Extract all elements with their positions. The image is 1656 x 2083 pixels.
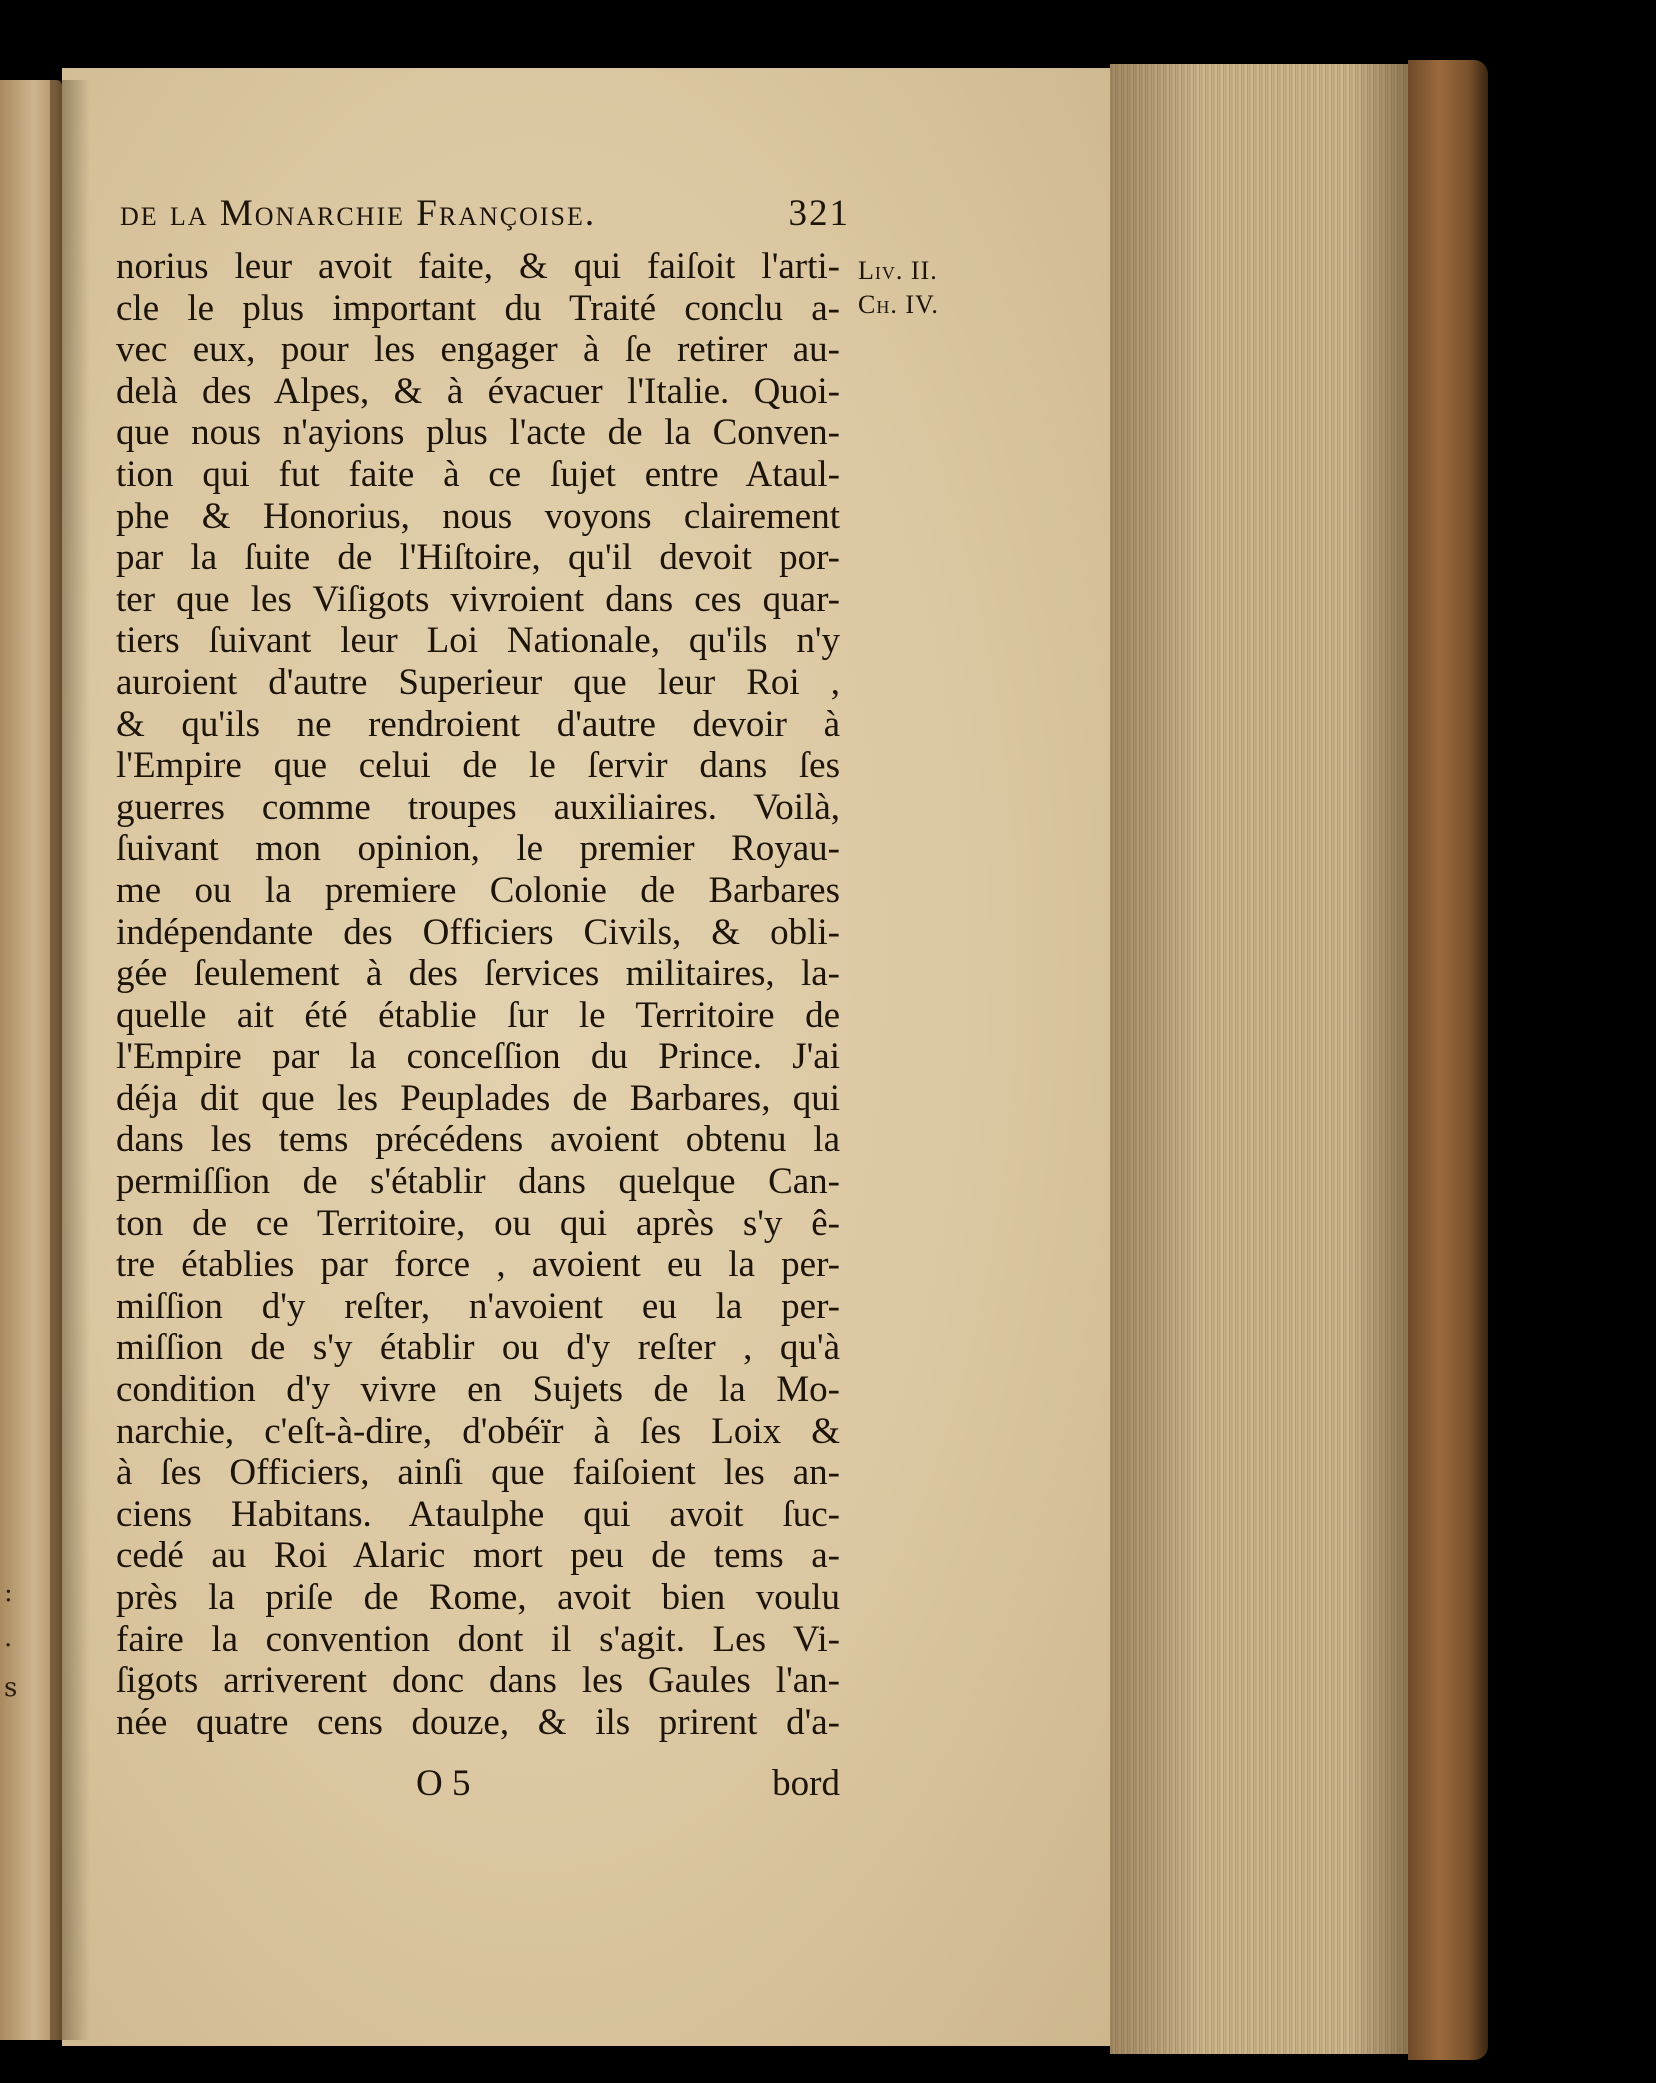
text-line: indépendante des Officiers Civils, & obli- xyxy=(116,911,840,953)
text-line: phe & Honorius, nous voyons clairement xyxy=(116,495,840,537)
text-line: ſigots arriverent donc dans les Gaules l'an- xyxy=(116,1660,840,1702)
marginal-chapter: Ch. IV. xyxy=(858,290,939,319)
text-line: miſſion d'y reſter, n'avoient eu la per- xyxy=(116,1285,840,1327)
text-line: ton de ce Territoire, ou qui après s'y ê- xyxy=(116,1202,840,1244)
text-line: me ou la premiere Colonie de Barbares xyxy=(116,869,840,911)
text-line: l'Empire par la conceſſion du Prince. J'ai xyxy=(116,1036,840,1078)
text-line: à ſes Officiers, ainſi que faiſoient les an- xyxy=(116,1452,840,1494)
verso-margin-mark: . xyxy=(4,1623,13,1653)
text-line: cedé au Roi Alaric mort peu de tems a- xyxy=(116,1535,840,1577)
text-line: narchie, c'eſt-à-dire, d'obéïr à ſes Loix & xyxy=(116,1410,840,1452)
text-line: tre établies par force , avoient eu la per- xyxy=(116,1244,840,1286)
body-text xyxy=(116,246,840,1743)
text-line: déja dit que les Peuplades de Barbares, qui xyxy=(116,1077,840,1119)
catchword: bord xyxy=(772,1763,840,1804)
leather-binding xyxy=(1408,60,1488,2060)
page-footer xyxy=(116,1762,840,1806)
marginal-book: Liv. II. xyxy=(858,256,938,285)
text-line: née quatre cens douze, & ils prirent d'a- xyxy=(116,1701,840,1743)
gutter-shadow xyxy=(50,80,90,2040)
text-line: norius leur avoit faite, & qui faiſoit l'arti- xyxy=(116,246,840,287)
page-number: 321 xyxy=(788,193,850,234)
text-line: que nous n'ayions plus l'acte de la Conven- xyxy=(116,412,840,454)
text-line: quelle ait été établie ſur le Territoire de xyxy=(116,994,840,1036)
running-head xyxy=(120,192,850,236)
running-head-title: de la Monarchie Françoise. xyxy=(120,193,597,234)
text-line: & qu'ils ne rendroient d'autre devoir à xyxy=(116,703,840,745)
text-line: auroient d'autre Superieur que leur Roi , xyxy=(116,661,840,703)
text-line: delà des Alpes, & à évacuer l'Italie. Quoi- xyxy=(116,370,840,412)
text-line: l'Empire que celui de le ſervir dans ſes xyxy=(116,745,840,787)
text-line: tiers ſuivant leur Loi Nationale, qu'ils n'y xyxy=(116,620,840,662)
text-line: dans les tems précédens avoient obtenu la xyxy=(116,1119,840,1161)
text-line: par la ſuite de l'Hiſtoire, qu'il devoit por- xyxy=(116,537,840,579)
text-line: ſuivant mon opinion, le premier Royau- xyxy=(116,828,840,870)
text-line: miſſion de s'y établir ou d'y reſter , qu'à xyxy=(116,1327,840,1369)
text-line: cle le plus important du Traité conclu a- xyxy=(116,287,840,329)
text-line: permiſſion de s'établir dans quelque Can- xyxy=(116,1161,840,1203)
text-line: tion qui fut faite à ce ſujet entre Ataul- xyxy=(116,453,840,495)
signature-mark: O 5 xyxy=(416,1763,471,1804)
text-line: faire la convention dont il s'agit. Les Vi- xyxy=(116,1618,840,1660)
text-line: ter que les Viſigots vivroient dans ces quar- xyxy=(116,578,840,620)
text-line: ciens Habitans. Ataulphe qui avoit ſuc- xyxy=(116,1493,840,1535)
text-line: condition d'y vivre en Sujets de la Mo- xyxy=(116,1369,840,1411)
text-line: vec eux, pour les engager à ſe retirer au- xyxy=(116,329,840,371)
verso-margin-mark: s xyxy=(4,1673,18,1703)
text-line: gée ſeulement à des ſervices militaires, la- xyxy=(116,953,840,995)
text-line: guerres comme troupes auxiliaires. Voilà, xyxy=(116,786,840,828)
text-line: près la priſe de Rome, avoit bien voulu xyxy=(116,1577,840,1618)
page-block-shade xyxy=(1110,64,1410,2054)
marginal-note xyxy=(858,254,968,322)
verso-margin-mark: : xyxy=(4,1578,13,1608)
